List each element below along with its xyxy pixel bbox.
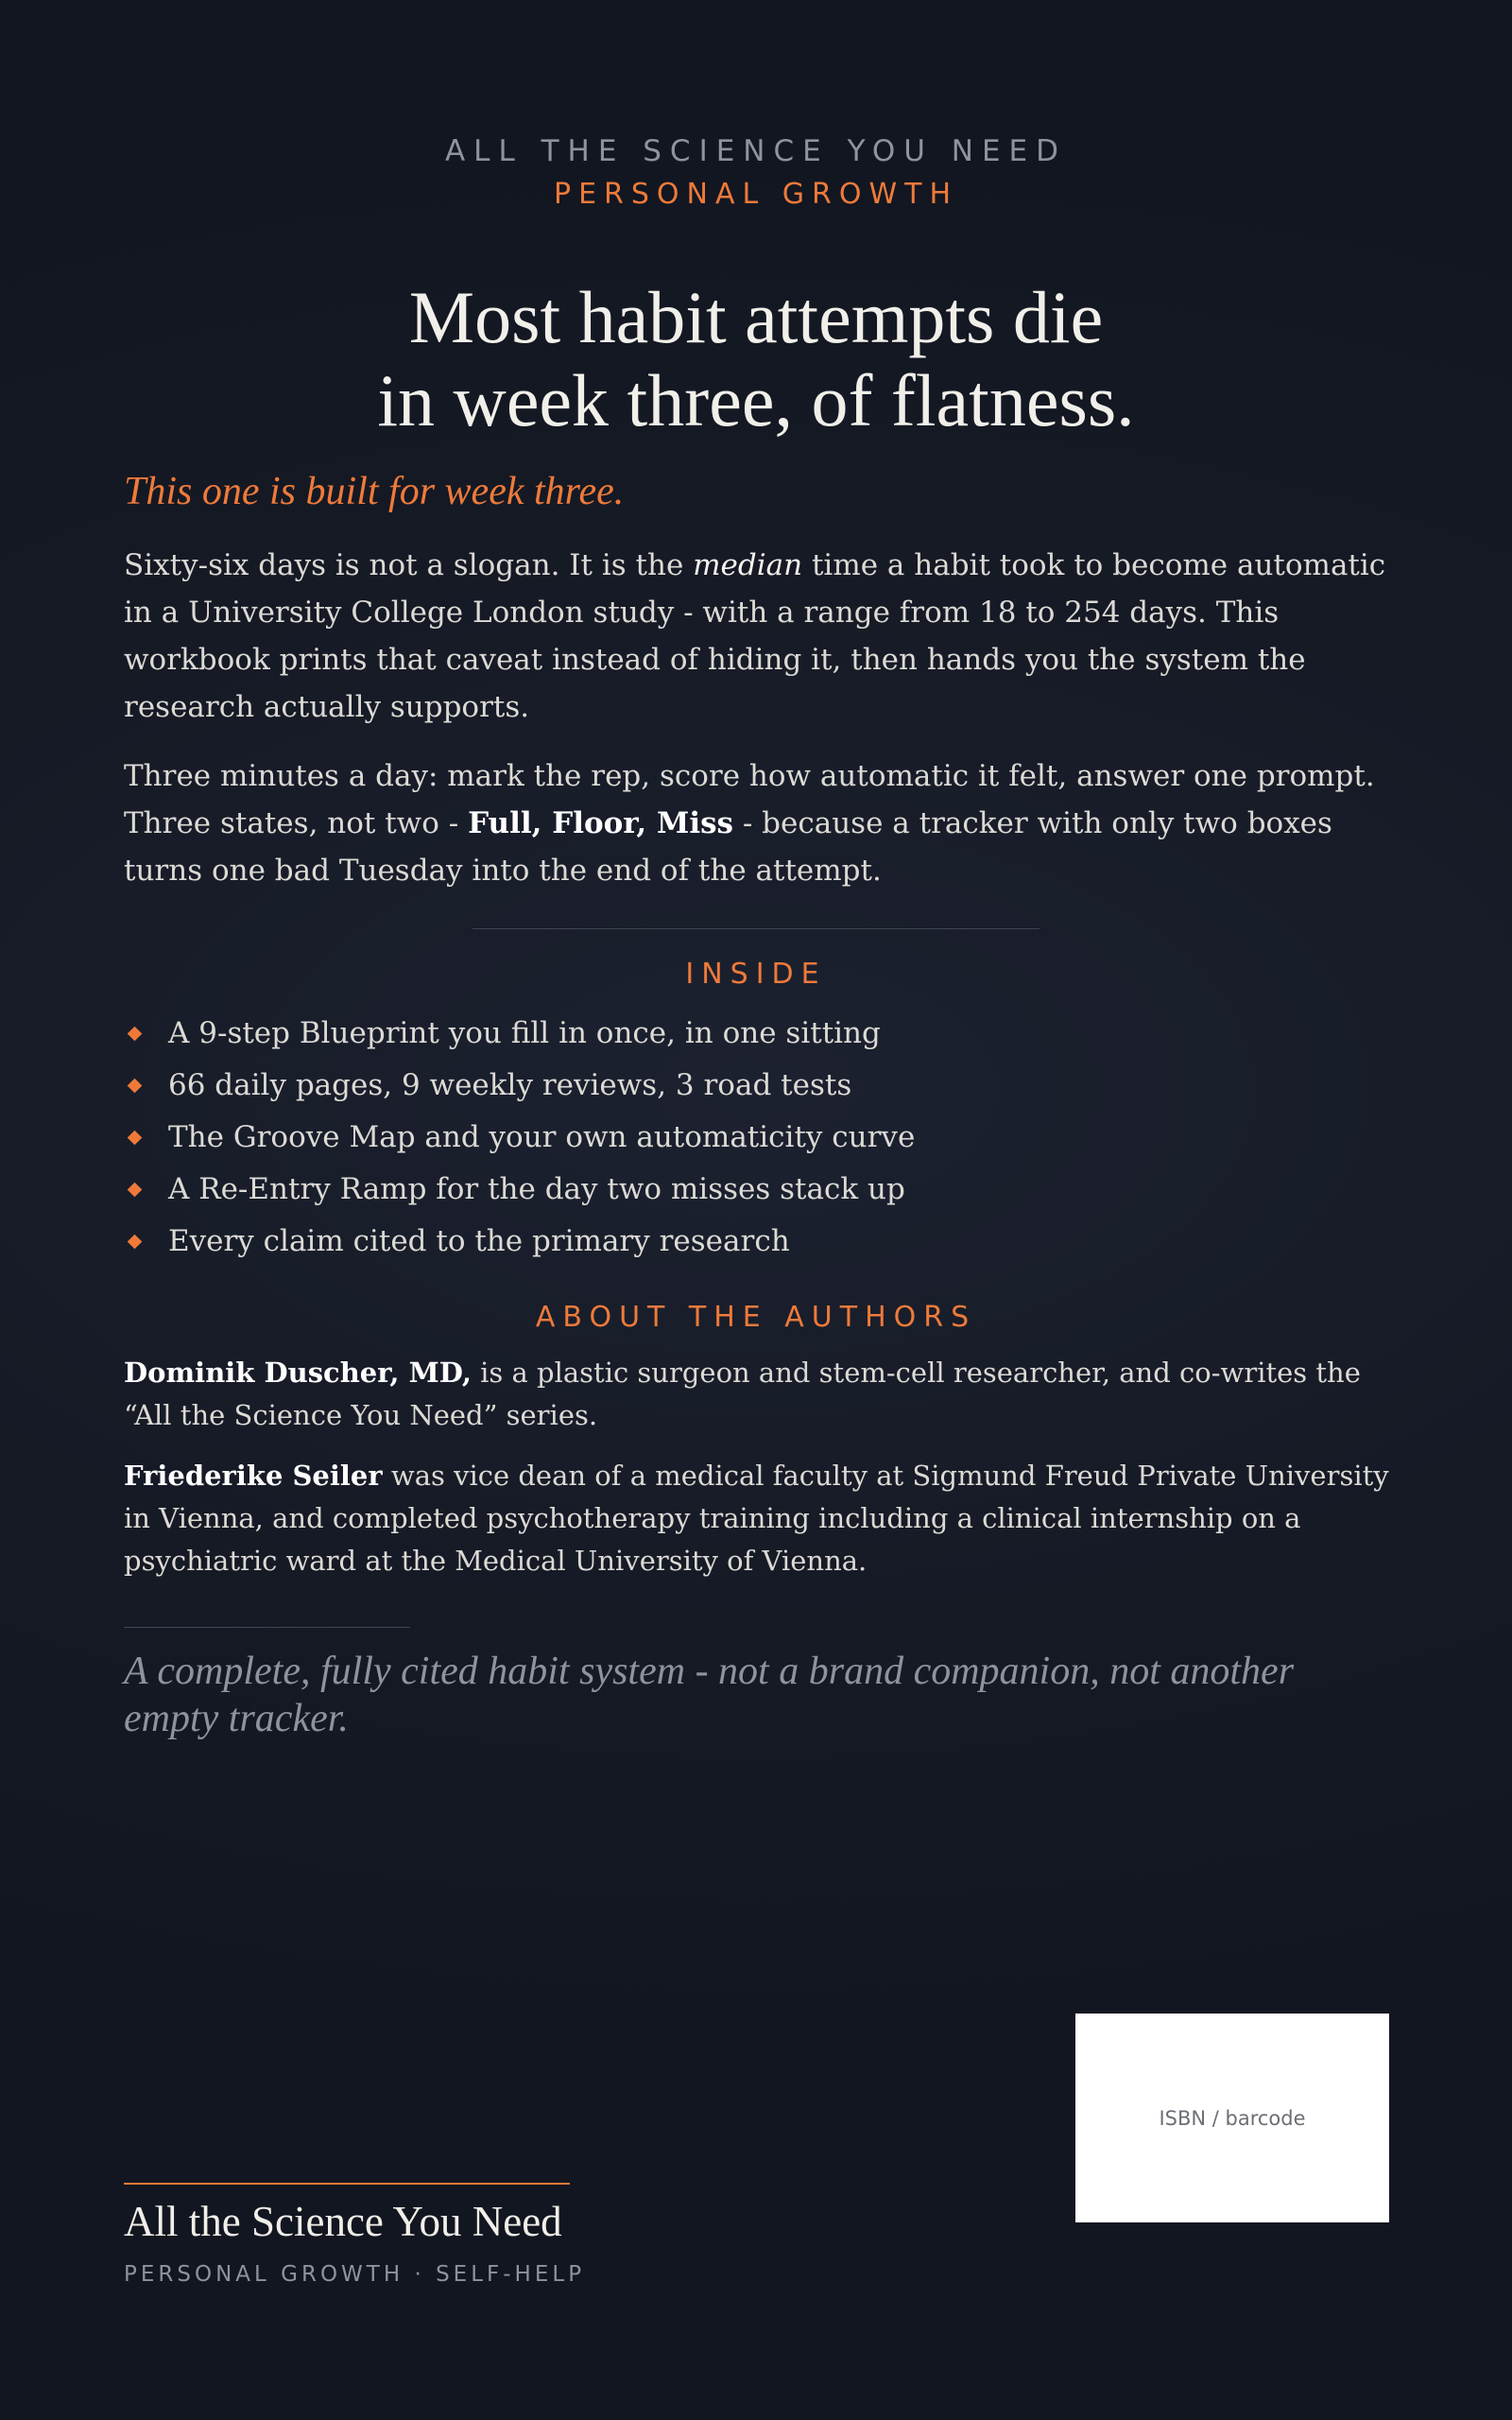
section-divider [472, 928, 1040, 929]
barcode-label: ISBN / barcode [1159, 2106, 1306, 2130]
author-text-1: is a plastic surgeon and stem-cell researcher, and co-writes the “All the Science You Need” series. [124, 1357, 1361, 1431]
authors-heading: ABOUT THE AUTHORS [535, 1301, 977, 1334]
list-item [124, 1062, 1352, 1114]
body-p2-after: - because a tracker with only two boxes turns one bad Tuesday into the end of the attempt. [124, 806, 1332, 888]
author-bio-1 [124, 1352, 1390, 1437]
brand-subtitle: PERSONAL GROWTH · SELF-HELP [124, 2262, 586, 2287]
category-label: PERSONAL GROWTH [553, 178, 958, 211]
author-text-2: was vice dean of a medical faculty at Sigmund Freud Private University in Vienna, and completed psychotherapy training including a clinical internship on a psychiatric ward at the Medical University of Vienna. [124, 1460, 1389, 1577]
headline-line-2: in week three, of flatness. [377, 359, 1135, 441]
author-name-2: Friederike Seiler [124, 1460, 383, 1492]
brand-rule [124, 2183, 570, 2185]
diamond-bullet-icon [128, 1183, 143, 1198]
body-paragraph-1 [124, 542, 1390, 731]
author-name-1: Dominik Duscher, MD, [124, 1357, 472, 1389]
body-p2-before: Three minutes a day: mark the rep, score how automatic it felt, answer one prompt. Three states, not two - [124, 759, 1375, 840]
body-paragraph-2 [124, 752, 1390, 894]
body-p1-after: time a habit took to become automatic in a University College London study - with a range from 18 to 254 days. This workbook prints that caveat instead of hiding it, then hands you the system the research actually supports. [124, 548, 1386, 724]
diamond-bullet-icon [128, 1027, 143, 1042]
body-p1-before: Sixty-six days is not a slogan. It is the [124, 548, 694, 582]
series-label: ALL THE SCIENCE YOU NEED [444, 134, 1068, 168]
quote-divider [124, 1627, 410, 1628]
tagline: This one is built for week three. [124, 470, 625, 513]
headline-line-1: Most habit attempts die [408, 276, 1104, 358]
barcode-placeholder [1075, 2014, 1389, 2222]
inside-list [124, 1010, 1352, 1270]
author-bio-2 [124, 1455, 1390, 1582]
list-item [124, 1218, 1352, 1270]
list-item-text: The Groove Map and your own automaticity curve [168, 1120, 916, 1154]
list-item-text: A Re-Entry Ramp for the day two misses stack up [168, 1172, 905, 1206]
body-p1-emphasis: median [693, 548, 803, 582]
body-p2-bold: Full, Floor, Miss [468, 806, 733, 840]
brand-name: All the Science You Need [124, 2198, 562, 2245]
pull-quote: A complete, fully cited habit system - not a brand companion, not another empty tracker. [124, 1650, 1295, 1740]
list-item [124, 1010, 1352, 1062]
list-item-text: A 9-step Blueprint you fill in once, in one sitting [168, 1016, 881, 1050]
list-item [124, 1114, 1352, 1166]
list-item-text: Every claim cited to the primary research [168, 1224, 790, 1258]
diamond-bullet-icon [128, 1235, 143, 1250]
headline [0, 276, 1512, 442]
diamond-bullet-icon [128, 1079, 143, 1094]
list-item [124, 1166, 1352, 1218]
inside-heading: INSIDE [685, 958, 827, 991]
list-item-text: 66 daily pages, 9 weekly reviews, 3 road tests [168, 1068, 852, 1102]
diamond-bullet-icon [128, 1131, 143, 1146]
